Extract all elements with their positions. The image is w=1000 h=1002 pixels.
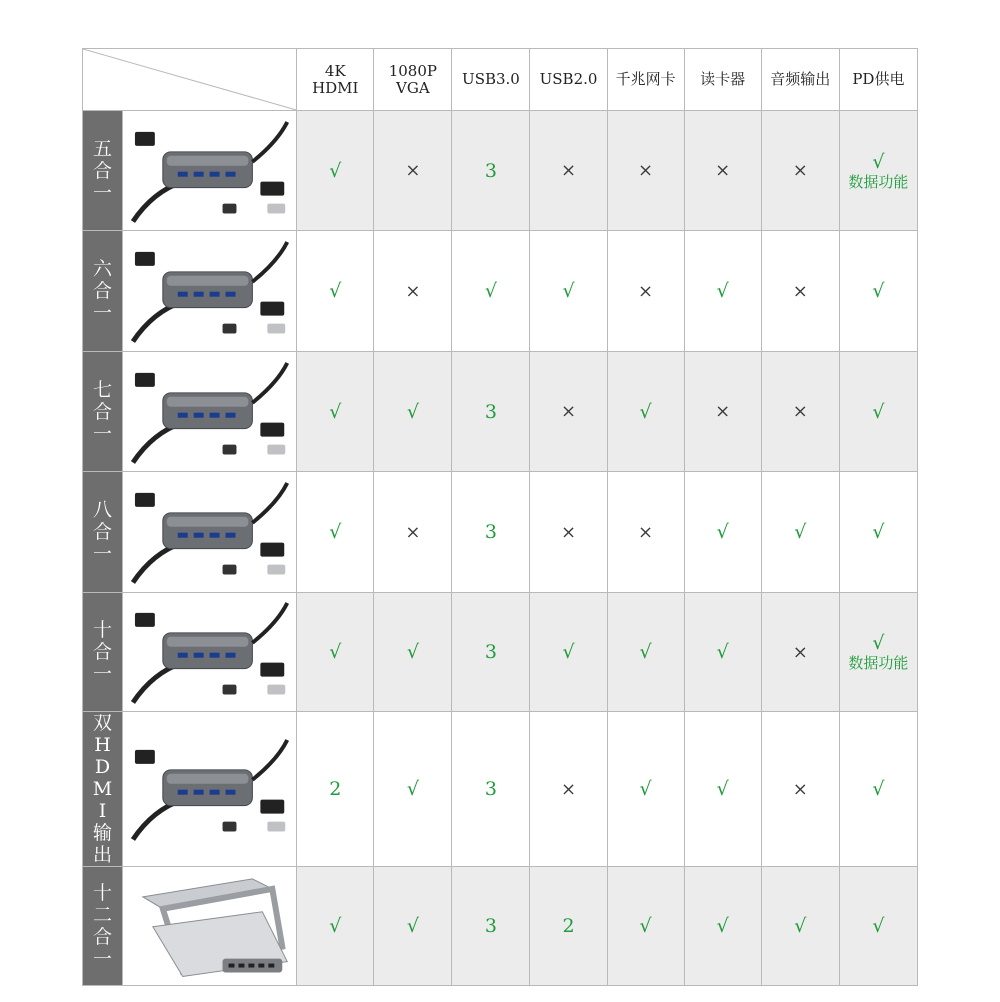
cell-value: √ (406, 400, 419, 423)
col-header-4k-hdmi: 4K HDMI (297, 49, 374, 111)
row-label (83, 867, 123, 986)
cell-value: × (638, 280, 654, 302)
cell-value: √ (872, 915, 885, 937)
hub-5-in-1-photo (123, 111, 297, 231)
cell-value: 3 (484, 159, 497, 182)
row-label-text: 六合一 (93, 258, 113, 324)
hub-6-in-1-photo (123, 231, 297, 352)
cell-value: √ (406, 915, 419, 937)
cell-value: √ (872, 778, 885, 800)
cell-value: √ (716, 778, 729, 800)
cell-value: × (638, 521, 654, 543)
cell-usb30 (452, 712, 530, 867)
cell-value: √ (716, 521, 729, 543)
corner-cell (83, 49, 297, 111)
cell-gigabit-lan (607, 352, 684, 472)
col-header-card-reader: 读卡器 (684, 49, 761, 111)
diagonal-line (83, 49, 296, 110)
table-row (83, 712, 918, 867)
cell-card-reader (684, 867, 761, 986)
row-label (83, 111, 123, 231)
cell-audio-out (761, 231, 839, 352)
cell-usb20 (530, 593, 607, 712)
table-row (83, 867, 918, 986)
table-row (83, 472, 918, 593)
cell-usb30 (452, 867, 530, 986)
cell-gigabit-lan (607, 231, 684, 352)
cell-1080p-vga (374, 111, 452, 231)
row-label (83, 593, 123, 712)
cell-value: 3 (484, 641, 497, 663)
cell-value: √ (329, 280, 342, 302)
cell-value: √ (639, 778, 652, 800)
cell-card-reader (684, 111, 761, 231)
cell-pd-power (839, 712, 917, 867)
cell-usb30 (452, 593, 530, 712)
comparison-table (82, 48, 918, 986)
col-header-usb20: USB2.0 (530, 49, 607, 111)
row-label-text: 十二合一 (93, 882, 113, 970)
cell-pd-power (839, 231, 917, 352)
cell-usb20 (530, 867, 607, 986)
row-label (83, 712, 123, 867)
cell-value: 3 (484, 778, 497, 800)
cell-value: × (792, 641, 808, 663)
cell-usb20 (530, 712, 607, 867)
cell-card-reader (684, 472, 761, 593)
cell-value: √ (329, 915, 342, 937)
cell-usb20 (530, 231, 607, 352)
row-label-text: 双HDMI输出 (92, 712, 113, 866)
row-label-text: 七合一 (93, 378, 113, 445)
cell-value: × (405, 521, 421, 543)
cell-value: √ (794, 915, 807, 937)
cell-value: √ (716, 641, 729, 663)
cell-value: × (560, 160, 577, 181)
cell-gigabit-lan (607, 111, 684, 231)
table-row (83, 111, 918, 231)
cell-usb30 (452, 231, 530, 352)
col-header-usb30: USB3.0 (452, 49, 530, 111)
cell-usb30 (452, 111, 530, 231)
cell-value: 2 (329, 778, 342, 800)
hub-10-in-1-photo (123, 593, 297, 712)
cell-audio-out (761, 472, 839, 593)
cell-1080p-vga (374, 867, 452, 986)
cell-4k-hdmi (297, 712, 374, 867)
cell-value: √ (329, 159, 342, 182)
cell-gigabit-lan (607, 472, 684, 593)
cell-value: √ (716, 915, 729, 937)
cell-4k-hdmi (297, 593, 374, 712)
cell-note: 数据功能 (848, 172, 909, 191)
cell-value: √ (872, 521, 885, 543)
cell-card-reader (684, 352, 761, 472)
cell-value: √ (716, 280, 729, 302)
cell-value: √ (484, 280, 497, 302)
cell-value: √ (639, 400, 652, 423)
header-row (83, 49, 918, 111)
cell-gigabit-lan (607, 593, 684, 712)
cell-value: × (792, 778, 808, 800)
cell-usb30 (452, 352, 530, 472)
cell-4k-hdmi (297, 231, 374, 352)
row-label (83, 231, 123, 352)
cell-value: × (715, 160, 731, 181)
col-header-1080p-vga: 1080P VGA (374, 49, 452, 111)
cell-value: √ (639, 641, 652, 663)
cell-pd-power (839, 352, 917, 472)
cell-value: × (638, 160, 654, 181)
cell-gigabit-lan (607, 867, 684, 986)
hub-12-in-1-stand-photo (123, 867, 297, 986)
cell-audio-out (761, 867, 839, 986)
cell-value: 2 (562, 915, 575, 937)
cell-value: √ (406, 641, 419, 663)
cell-usb30 (452, 472, 530, 593)
table-row (83, 231, 918, 352)
cell-pd-power (839, 593, 917, 712)
cell-audio-out (761, 712, 839, 867)
cell-value: √ (562, 641, 575, 663)
cell-pd-power (839, 867, 917, 986)
cell-value: √ (329, 521, 342, 543)
row-label-text: 五合一 (93, 137, 113, 204)
row-label (83, 472, 123, 593)
col-header-pd-power: PD供电 (839, 49, 917, 111)
cell-value: 3 (484, 915, 497, 937)
cell-1080p-vga (374, 593, 452, 712)
cell-value: 3 (484, 521, 497, 543)
cell-value: √ (872, 400, 885, 423)
table-row (83, 593, 918, 712)
cell-value: √ (872, 150, 885, 173)
cell-1080p-vga (374, 712, 452, 867)
cell-value: √ (329, 400, 342, 423)
cell-note: 数据功能 (848, 654, 909, 672)
cell-pd-power (839, 472, 917, 593)
cell-value: × (792, 401, 808, 422)
cell-value: √ (639, 915, 652, 937)
cell-value: √ (794, 521, 807, 543)
cell-value: × (405, 160, 421, 181)
cell-gigabit-lan (607, 712, 684, 867)
cell-4k-hdmi (297, 472, 374, 593)
cell-card-reader (684, 231, 761, 352)
cell-usb20 (530, 111, 607, 231)
cell-card-reader (684, 712, 761, 867)
cell-value: × (560, 401, 577, 422)
col-header-audio-out: 音频输出 (761, 49, 839, 111)
cell-usb20 (530, 352, 607, 472)
cell-audio-out (761, 352, 839, 472)
col-header-gigabit-lan: 千兆网卡 (607, 49, 684, 111)
row-label-text: 十合一 (93, 619, 113, 685)
cell-4k-hdmi (297, 867, 374, 986)
cell-1080p-vga (374, 472, 452, 593)
hub-8-in-1-photo (123, 472, 297, 593)
cell-usb20 (530, 472, 607, 593)
cell-value: 3 (484, 400, 497, 423)
cell-1080p-vga (374, 352, 452, 472)
cell-4k-hdmi (297, 352, 374, 472)
cell-value: √ (406, 778, 419, 800)
cell-value: √ (872, 632, 885, 654)
cell-audio-out (761, 111, 839, 231)
hub-7-in-1-photo (123, 352, 297, 472)
cell-4k-hdmi (297, 111, 374, 231)
cell-pd-power (839, 111, 917, 231)
cell-value: × (560, 521, 577, 543)
cell-audio-out (761, 593, 839, 712)
cell-value: × (792, 160, 808, 181)
hub-dual-hdmi-photo (123, 712, 297, 867)
cell-value: × (792, 280, 808, 302)
cell-value: × (405, 280, 421, 302)
cell-value: × (715, 401, 731, 422)
row-label (83, 352, 123, 472)
cell-card-reader (684, 593, 761, 712)
cell-value: √ (329, 641, 342, 663)
cell-1080p-vga (374, 231, 452, 352)
cell-value: √ (562, 280, 575, 302)
cell-value: √ (872, 280, 885, 302)
row-label-text: 八合一 (93, 499, 113, 565)
cell-value: × (560, 778, 577, 800)
table-row (83, 352, 918, 472)
